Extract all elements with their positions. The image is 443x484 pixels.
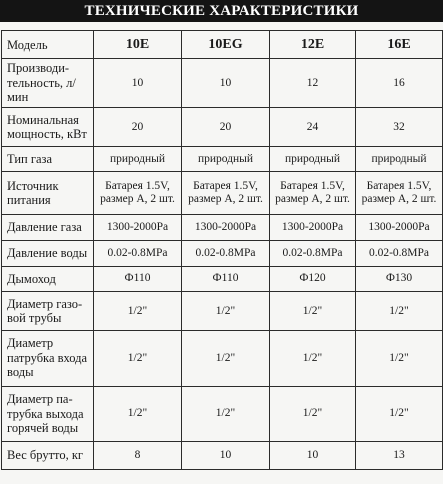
row-label-cell xyxy=(2,266,94,292)
row-label-text: трубка выхода xyxy=(7,406,84,421)
value-cell xyxy=(270,240,356,266)
value-text: 10 xyxy=(219,76,232,89)
row-label-text: Тип газа xyxy=(7,151,52,166)
value-cell xyxy=(356,215,443,241)
row-label-cell xyxy=(2,215,94,241)
value-text: 1/2" xyxy=(127,304,148,317)
value-cell xyxy=(270,59,356,108)
value-cell xyxy=(182,386,270,442)
value-cell xyxy=(94,386,182,442)
value-text: 1/2" xyxy=(215,351,236,364)
table-row xyxy=(2,330,443,386)
value-cell xyxy=(356,266,443,292)
value-cell xyxy=(182,292,270,331)
value-cell xyxy=(356,330,443,386)
value-cell xyxy=(94,108,182,147)
row-label-text: тельность, л/ xyxy=(7,75,76,90)
value-text: 1/2" xyxy=(127,407,148,420)
value-text: 10 xyxy=(306,449,319,462)
value-text: Батарея 1.5V, xyxy=(193,180,258,193)
value-cell xyxy=(356,386,443,442)
table-row xyxy=(2,266,443,292)
value-text: 10 xyxy=(131,76,144,89)
value-cell xyxy=(270,108,356,147)
value-text: природный xyxy=(371,152,427,165)
value-text: 20 xyxy=(131,120,144,133)
row-label-text: горячей воды xyxy=(7,421,79,436)
value-cell xyxy=(270,172,356,215)
value-text: размер А, 2 шт. xyxy=(275,193,350,206)
value-cell xyxy=(270,292,356,331)
row-label-text: мощность, кВт xyxy=(7,127,87,141)
value-cell xyxy=(356,108,443,147)
value-text: природный xyxy=(197,152,254,165)
row-label-text: патрубка входа xyxy=(7,350,88,365)
value-text: 24 xyxy=(306,120,319,133)
specs-table xyxy=(1,30,443,470)
value-cell xyxy=(270,386,356,442)
table-row xyxy=(2,215,443,241)
value-text: 1/2" xyxy=(389,304,409,317)
specs-table-body xyxy=(2,59,443,470)
row-label-text: Диаметр газо- xyxy=(7,296,83,311)
value-text: 1300-2000Pa xyxy=(194,221,257,234)
row-label-text: воды xyxy=(7,365,34,380)
value-text: 8 xyxy=(134,449,141,462)
row-label-cell xyxy=(2,386,94,442)
row-label-cell xyxy=(2,146,94,172)
value-text: Батарея 1.5V, xyxy=(105,180,170,193)
value-cell xyxy=(94,172,182,215)
row-label-cell xyxy=(2,292,94,331)
row-label-text: Вес брутто, кг xyxy=(7,448,84,463)
value-text: 1/2" xyxy=(215,407,236,420)
row-label-text: Источник xyxy=(7,178,59,193)
value-text: 12 xyxy=(306,76,319,89)
value-cell xyxy=(270,266,356,292)
value-text: 1300-2000Pa xyxy=(368,221,430,234)
value-cell xyxy=(94,215,182,241)
value-cell xyxy=(182,146,270,172)
value-text: Батарея 1.5V, xyxy=(366,180,432,193)
table-row xyxy=(2,240,443,266)
value-text: Ф110 xyxy=(124,272,151,285)
value-text: 0.02-0.8MPa xyxy=(368,246,430,259)
row-label-text: Диаметр па- xyxy=(7,392,73,407)
table-row xyxy=(2,59,443,108)
value-text: 0.02-0.8MPa xyxy=(107,246,168,259)
row-label-cell xyxy=(2,442,94,470)
value-cell xyxy=(94,146,182,172)
value-text: размер А, 2 шт. xyxy=(100,193,175,206)
row-label-cell xyxy=(2,330,94,386)
value-cell xyxy=(182,240,270,266)
value-text: 1/2" xyxy=(389,407,409,420)
value-cell xyxy=(182,266,270,292)
value-cell xyxy=(94,240,182,266)
value-cell xyxy=(182,108,270,147)
row-label-text: Номинальная xyxy=(7,112,79,127)
row-label-cell xyxy=(2,59,94,108)
value-cell xyxy=(356,442,443,470)
value-cell xyxy=(356,172,443,215)
model-header-cell: 12E xyxy=(270,31,356,59)
value-text: 1/2" xyxy=(215,304,236,317)
value-text: 1/2" xyxy=(389,351,409,364)
value-text: Ф120 xyxy=(299,272,326,285)
header-row xyxy=(2,31,443,59)
value-cell xyxy=(182,442,270,470)
value-cell xyxy=(270,146,356,172)
value-text: размер А, 2 шт. xyxy=(361,193,437,206)
value-text: 10 xyxy=(219,449,232,462)
row-label-text: питания xyxy=(7,193,51,208)
value-cell xyxy=(356,146,443,172)
row-label-cell xyxy=(2,108,94,147)
value-text: природный xyxy=(284,152,341,165)
header-label-cell: Модель xyxy=(2,31,94,59)
value-text: 32 xyxy=(393,120,405,133)
model-header-cell: 10E xyxy=(94,31,182,59)
row-label-text: Давление воды xyxy=(7,246,88,261)
value-text: 16 xyxy=(393,76,405,89)
value-cell xyxy=(356,292,443,331)
value-text: 1/2" xyxy=(302,407,323,420)
value-text: 1/2" xyxy=(127,351,148,364)
value-text: размер А, 2 шт. xyxy=(188,193,263,206)
value-cell xyxy=(94,330,182,386)
value-cell xyxy=(94,292,182,331)
table-row xyxy=(2,292,443,331)
value-text: природный xyxy=(109,152,166,165)
section-title: ТЕХНИЧЕСКИЕ ХАРАКТЕРИСТИКИ xyxy=(0,0,443,22)
value-cell xyxy=(356,59,443,108)
value-cell xyxy=(182,330,270,386)
value-text: 1/2" xyxy=(302,304,323,317)
value-cell xyxy=(356,240,443,266)
value-text: Батарея 1.5V, xyxy=(280,180,345,193)
row-label-text: Производи- xyxy=(7,61,70,76)
table-row xyxy=(2,146,443,172)
row-label-text: вой трубы xyxy=(7,311,62,326)
value-text: Ф130 xyxy=(385,272,413,285)
value-text: 1300-2000Pa xyxy=(106,221,169,234)
value-text: 13 xyxy=(393,449,405,462)
value-text: 1/2" xyxy=(302,351,323,364)
row-label-text: Давление газа xyxy=(7,220,82,235)
table-row xyxy=(2,386,443,442)
value-cell xyxy=(270,442,356,470)
row-label-text: Диаметр xyxy=(7,336,54,351)
table-row xyxy=(2,108,443,147)
row-label-cell xyxy=(2,172,94,215)
value-cell xyxy=(94,266,182,292)
table-row xyxy=(2,172,443,215)
model-header-cell: 10EG xyxy=(182,31,270,59)
value-text: 0.02-0.8MPa xyxy=(195,246,256,259)
model-header-cell: 16E xyxy=(356,31,443,59)
value-cell xyxy=(182,215,270,241)
value-cell xyxy=(94,442,182,470)
value-cell xyxy=(270,215,356,241)
value-text: 0.02-0.8MPa xyxy=(282,246,343,259)
row-label-text: мин xyxy=(7,90,29,105)
value-cell xyxy=(182,172,270,215)
value-text: Ф110 xyxy=(212,272,239,285)
value-cell xyxy=(94,59,182,108)
row-label-text: Дымоход xyxy=(7,271,56,286)
row-label-cell xyxy=(2,240,94,266)
value-cell xyxy=(270,330,356,386)
value-text: 1300-2000Pa xyxy=(281,221,344,234)
value-text: 20 xyxy=(219,120,232,133)
value-cell xyxy=(182,59,270,108)
table-row xyxy=(2,442,443,470)
